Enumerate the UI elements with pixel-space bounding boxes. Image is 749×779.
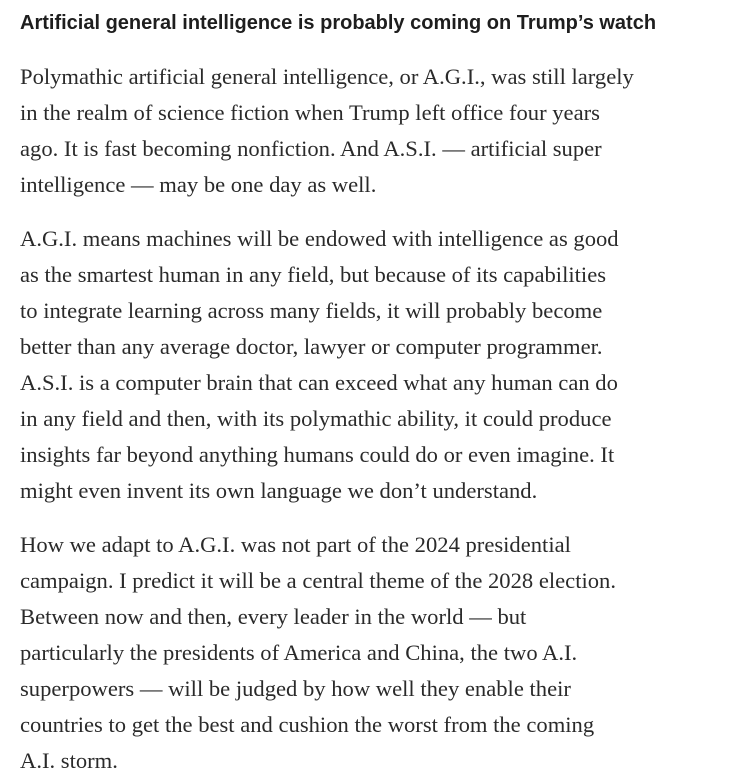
- paragraph-3: [20, 527, 742, 779]
- section-heading: Artificial general intelligence is probably coming on Trump’s watch: [20, 12, 657, 34]
- paragraph-line: A.I. storm.: [20, 748, 118, 773]
- paragraph-line: in the realm of science fiction when Trump left office four years: [20, 100, 600, 125]
- article-body: [20, 0, 742, 779]
- paragraph-line: Between now and then, every leader in the world — but: [20, 604, 527, 629]
- paragraph-line: superpowers — will be judged by how well they enable their: [20, 676, 571, 701]
- paragraph-2: [20, 221, 742, 509]
- paragraph-line: as the smartest human in any field, but because of its capabilities: [20, 262, 607, 287]
- paragraph-line: to integrate learning across many fields, it will probably become: [20, 298, 603, 323]
- paragraph-line: A.S.I. is a computer brain that can exceed what any human can do: [20, 370, 618, 395]
- paragraph-line: better than any average doctor, lawyer or computer programmer.: [20, 334, 603, 359]
- paragraph-line: in any field and then, with its polymathic ability, it could produce: [20, 406, 612, 431]
- paragraph-line: A.G.I. means machines will be endowed with intelligence as good: [20, 226, 619, 251]
- paragraph-line: How we adapt to A.G.I. was not part of the 2024 presidential: [20, 532, 571, 557]
- paragraph-line: intelligence — may be one day as well.: [20, 172, 377, 197]
- paragraph-line: particularly the presidents of America and China, the two A.I.: [20, 640, 578, 665]
- paragraph-line: ago. It is fast becoming nonfiction. And A.S.I. — artificial super: [20, 136, 602, 161]
- paragraph-line: Polymathic artificial general intelligence, or A.G.I., was still largely: [20, 64, 634, 89]
- paragraph-line: campaign. I predict it will be a central theme of the 2028 election.: [20, 568, 616, 593]
- paragraph-1: [20, 59, 742, 203]
- paragraph-line: might even invent its own language we don’t understand.: [20, 478, 538, 503]
- paragraph-line: insights far beyond anything humans could do or even imagine. It: [20, 442, 615, 467]
- paragraph-line: countries to get the best and cushion the worst from the coming: [20, 712, 595, 737]
